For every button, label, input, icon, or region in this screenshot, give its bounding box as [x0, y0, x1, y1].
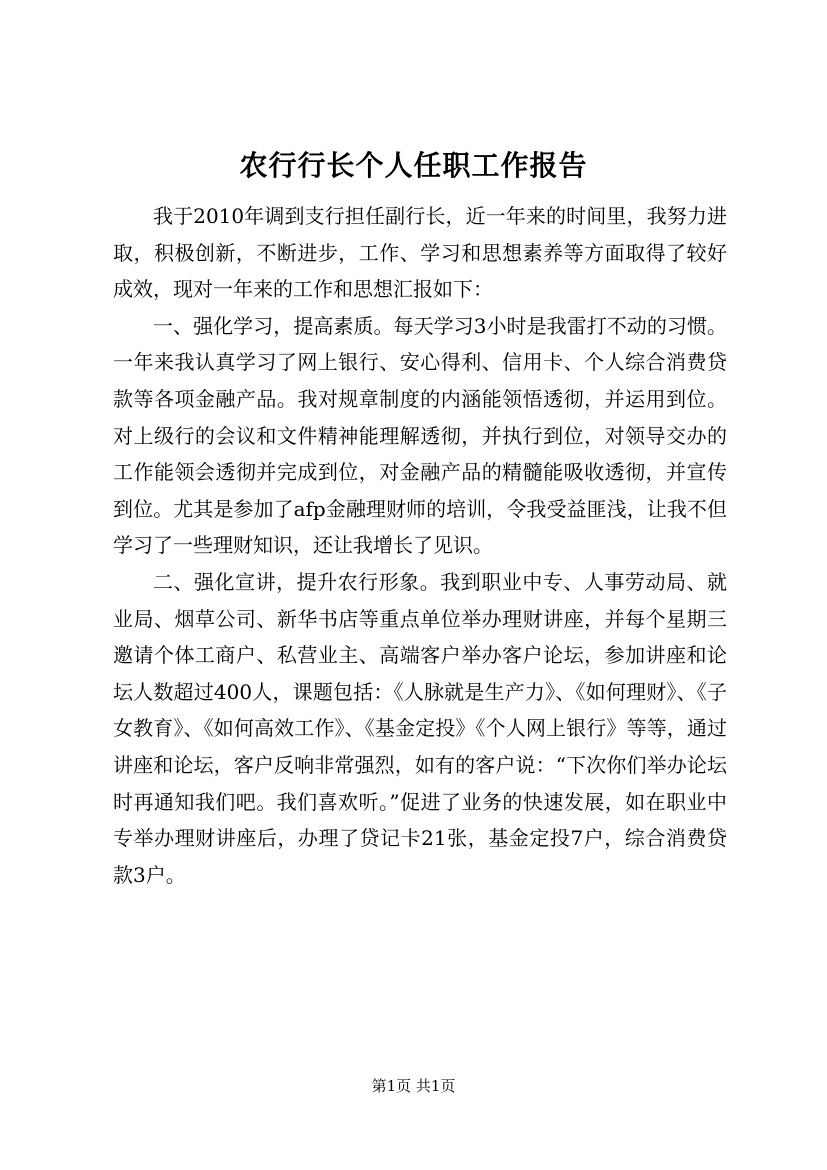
paragraph-intro: 我于2010年调到支行担任副行长，近一年来的时间里，我努力进取，积极创新，不断进步，工作、学习和思想素养等方面取得了较好成效，现对一年来的工作和思想汇报如下：	[113, 204, 727, 302]
document-title: 农行行长个人任职工作报告	[239, 149, 588, 182]
paragraph-section-2: 二、强化宣讲，提升农行形象。我到职业中专、人事劳动局、就业局、烟草公司、新华书店等重点单位举办理财讲座，并每个星期三邀请个体工商户、私营业主、高端客户举办客户论坛，参加讲座和论坛人数超过400人，课题包括：《人脉就是生产力》、《如何理财》、《子女教育》、《如何高效工作》、《基金定投》《个人网上银行》等等，通过讲座和论坛，客户反响非常强烈，如有的客户说：“下次你们举办论坛时再通知我们吧。我们喜欢听。”促进了业务的快速发展，如在职业中专举办理财讲座后，办理了贷记卡21张，基金定投7户，综合消费贷款3户。	[113, 569, 727, 887]
document-body	[113, 198, 727, 893]
page-footer: 第1页 共1页	[371, 1077, 456, 1095]
paragraph-section-1: 一、强化学习，提高素质。每天学习3小时是我雷打不动的习惯。一年来我认真学习了网上银行、安心得利、信用卡、个人综合消费贷款等各项金融产品。我对规章制度的内涵能领悟透彻，并运用到位。对上级行的会议和文件精神能理解透彻，并执行到位，对领导交办的工作能领会透彻并完成到位，对金融产品的精髓能吸收透彻，并宣传到位。尤其是参加了afp金融理财师的培训，令我受益匪浅，让我不但学习了一些理财知识，还让我增长了见识。	[113, 313, 727, 558]
